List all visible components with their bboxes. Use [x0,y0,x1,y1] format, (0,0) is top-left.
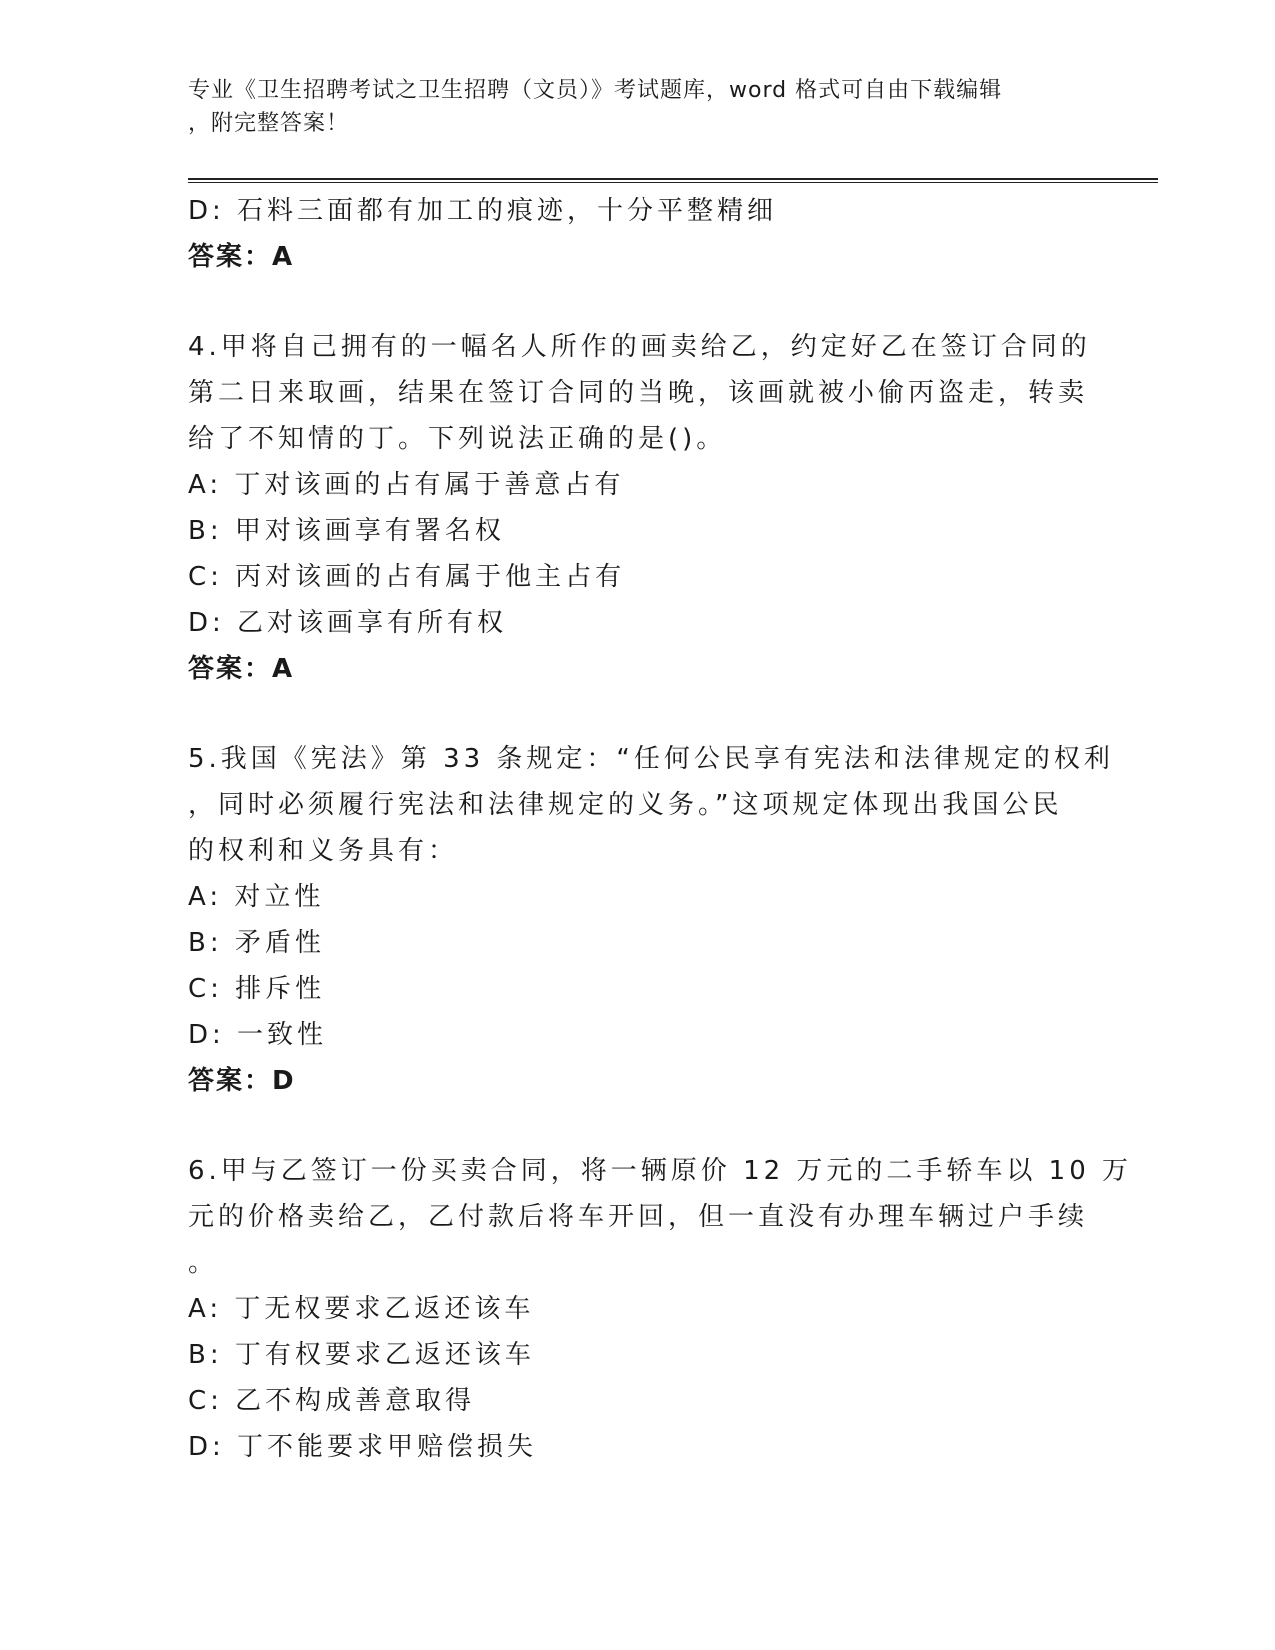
q3-option-d: D: 石料三面都有加工的痕迹，十分平整精细 [188,196,778,226]
q4-answer: 答案：A [188,654,295,684]
q6-stem-line-3: 。 [188,1248,219,1278]
q4-stem-line-2: 第二日来取画，结果在签订合同的当晚，该画就被小偷丙盗走，转卖 [188,378,1089,408]
q3-answer: 答案：A [188,242,295,272]
q5-answer: 答案：D [188,1066,296,1096]
spacer [188,280,1088,324]
q6-option-d: D: 丁不能要求甲赔偿损失 [188,1432,538,1462]
q5-stem-line-1: 5.我国《宪法》第 33 条规定：“任何公民享有宪法和法律规定的权利 [188,744,1114,774]
q4-option-c: C: 丙对该画的占有属于他主占有 [188,562,626,592]
q6-option-b: B: 丁有权要求乙返还该车 [188,1340,535,1370]
q4-option-b: B: 甲对该画享有署名权 [188,516,505,546]
q4-stem-line-3: 给了不知情的丁。下列说法正确的是()。 [188,424,727,454]
question-5 [188,736,1114,1104]
q4-stem-line-1: 4.甲将自己拥有的一幅名人所作的画卖给乙，约定好乙在签订合同的 [188,332,1091,362]
question-4 [188,324,1091,692]
q6-stem-line-1: 6.甲与乙签订一份买卖合同，将一辆原价 12 万元的二手轿车以 10 万 [188,1156,1133,1186]
header-line-1: 专业《卫生招聘考试之卫生招聘（文员）》考试题库，word 格式可自由下载编辑 [188,78,1003,103]
question-content [188,188,1133,1470]
document-header [188,74,1088,140]
spacer [188,1104,1088,1148]
q6-option-a: A: 丁无权要求乙返还该车 [188,1294,535,1324]
q4-option-a: A: 丁对该画的占有属于善意占有 [188,470,625,500]
q5-option-c: C: 排斥性 [188,974,326,1004]
q4-option-d: D: 乙对该画享有所有权 [188,608,508,638]
spacer [188,692,1088,736]
question-6 [188,1148,1133,1470]
header-line-2: ，附完整答案！ [188,111,350,136]
q5-option-a: A: 对立性 [188,882,325,912]
q6-option-c: C: 乙不构成善意取得 [188,1386,476,1416]
q5-stem-line-2: ，同时必须履行宪法和法律规定的义务。”这项规定体现出我国公民 [188,790,1063,820]
header-divider [188,178,1158,183]
q5-option-b: B: 矛盾性 [188,928,325,958]
q5-option-d: D: 一致性 [188,1020,328,1050]
q5-stem-line-3: 的权利和义务具有： [188,836,459,866]
q6-stem-line-2: 元的价格卖给乙，乙付款后将车开回，但一直没有办理车辆过户手续 [188,1202,1089,1232]
